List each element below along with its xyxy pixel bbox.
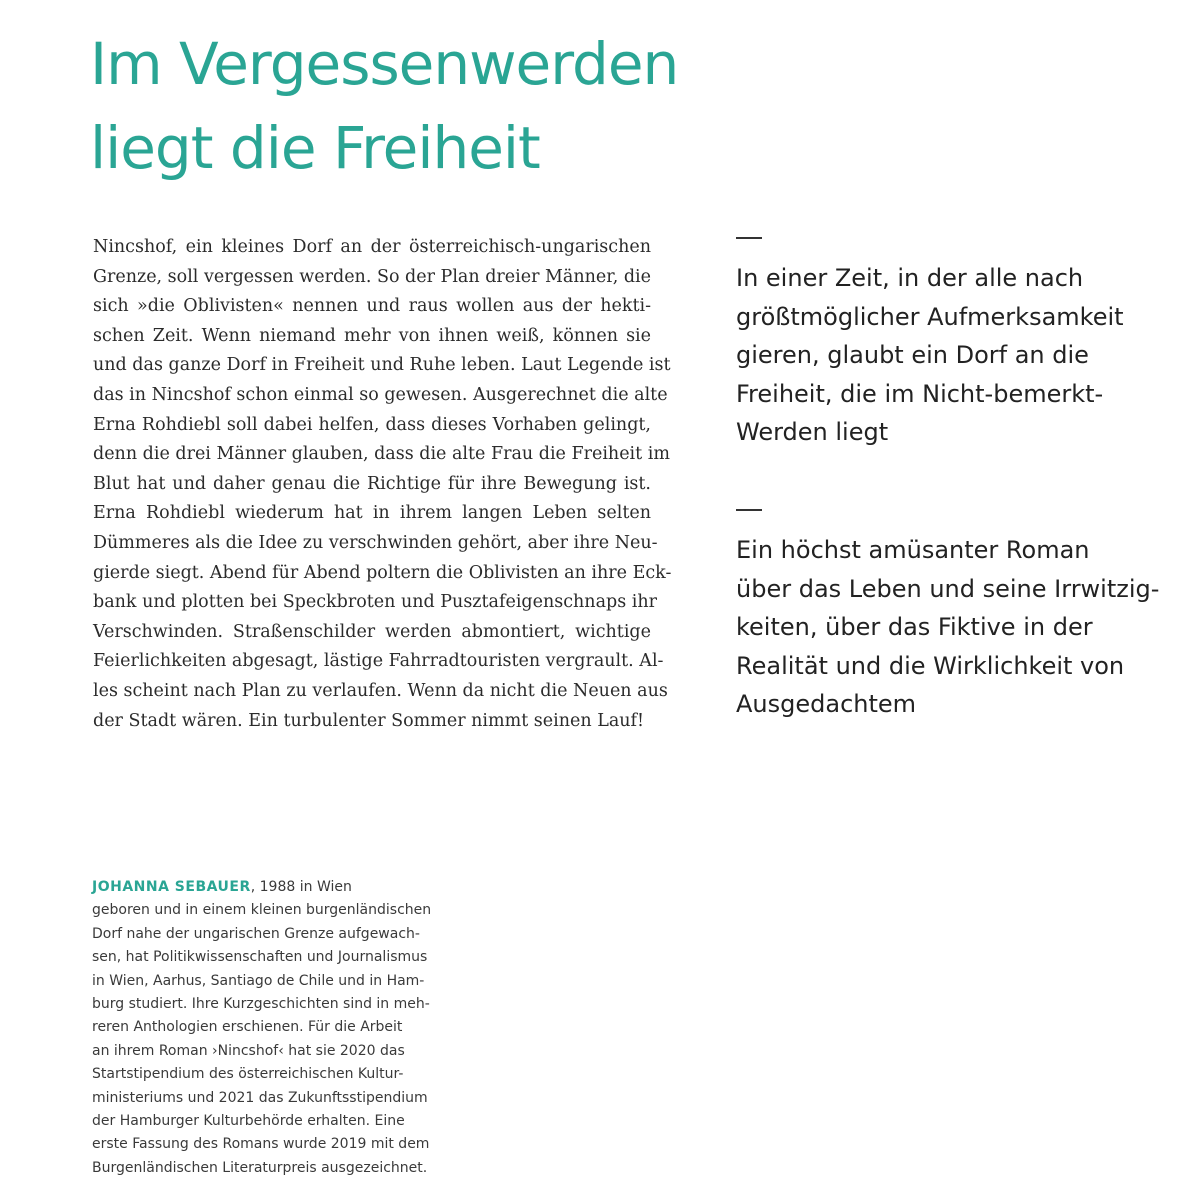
quote-line: keiten, über das Fiktive in der [736, 613, 1093, 641]
bio-line: burg studiert. Ihre Kurzgeschichten sind in meh- [92, 996, 430, 1013]
page-title [90, 22, 678, 190]
author-name: JOHANNA SEBAUER [92, 879, 251, 895]
synopsis-line: das in Nincshof schon einmal so gewesen. Ausgerechnet die alte [93, 384, 668, 405]
synopsis-line: denn die drei Männer glauben, dass die alte Frau die Freiheit im [93, 444, 670, 465]
bio-line: Startstipendium des österreichischen Kultur- [92, 1066, 404, 1083]
quote-line: Ausgedachtem [736, 690, 917, 718]
synopsis-line: Erna Rohdiebl soll dabei helfen, dass dieses Vorhaben gelingt, [93, 414, 651, 435]
synopsis-line: Verschwinden. Straßenschilder werden abmontiert, wichtige [93, 621, 651, 642]
pull-quote-2 [736, 509, 1159, 724]
author-bio [92, 876, 452, 1180]
title-line-1: Im Vergessenwerden [90, 30, 679, 98]
synopsis-text [93, 233, 672, 736]
bio-line: Dorf nahe der ungarischen Grenze aufgewach- [92, 925, 420, 942]
quote-dash-divider [736, 237, 762, 239]
synopsis-line: Blut hat und daher genau die Richtige für ihre Bewegung ist. [93, 473, 651, 494]
synopsis-line: und das ganze Dorf in Freiheit und Ruhe leben. Laut Legende ist [93, 355, 671, 376]
synopsis-line: Nincshof, ein kleines Dorf an der österreichisch-ungarischen [93, 237, 651, 257]
bio-line: an ihrem Roman ›Nincshof‹ hat sie 2020 das [92, 1042, 405, 1059]
synopsis-line: Grenze, soll vergessen werden. So der Plan dreier Männer, die [93, 266, 651, 287]
quote-line: Freiheit, die im Nicht-bemerkt- [736, 379, 1104, 408]
synopsis-line: gierde siegt. Abend für Abend poltern die Oblivisten an ihre Eck- [93, 562, 672, 583]
synopsis-line: bank und plotten bei Speckbroten und Pusztafeigenschnaps ihr [93, 592, 657, 613]
bio-line: ministeriums und 2021 das Zukunftsstipendium [92, 1089, 428, 1106]
quote-line: Werden liegt [736, 418, 889, 446]
quote-line: gieren, glaubt ein Dorf an die [736, 341, 1089, 369]
quote-line: über das Leben und seine Irrwitzig- [736, 574, 1160, 603]
quote-line: Realität und die Wirklichkeit von [736, 651, 1125, 680]
bio-line: reren Anthologien erschienen. Für die Arbeit [92, 1019, 403, 1036]
bio-line: erste Fassung des Romans wurde 2019 mit dem [92, 1136, 430, 1153]
bio-line: geboren und in einem kleinen burgenländischen [92, 902, 432, 919]
pull-quote-1 [736, 237, 1124, 452]
bio-first-line [92, 876, 452, 899]
synopsis-line: Dümmeres als die Idee zu verschwinden gehört, aber ihre Neu- [93, 532, 658, 553]
bio-line: der Hamburger Kulturbehörde erhalten. Eine [92, 1113, 405, 1130]
quote-line: größtmöglicher Aufmerksamkeit [736, 302, 1124, 331]
synopsis-line: Erna Rohdiebl wiederum hat in ihrem langen Leben selten [93, 503, 651, 524]
synopsis-line: les scheint nach Plan zu verlaufen. Wenn da nicht die Neuen aus [93, 680, 668, 701]
title-line-2: liegt die Freiheit [90, 114, 540, 182]
bio-first-line-rest: , 1988 in Wien [250, 879, 352, 895]
synopsis-line: der Stadt wären. Ein turbulenter Sommer nimmt seinen Lauf! [93, 710, 645, 731]
quote-line: Ein höchst amüsanter Roman [736, 536, 1090, 564]
synopsis-line: schen Zeit. Wenn niemand mehr von ihnen weiß, können sie [93, 325, 651, 346]
bio-line: Burgenländischen Literaturpreis ausgezeichnet. [92, 1159, 428, 1176]
quote-line: In einer Zeit, in der alle nach [736, 264, 1084, 292]
synopsis-line: sich »die Oblivisten« nennen und raus wollen aus der hekti- [93, 296, 651, 317]
bio-line: sen, hat Politikwissenschaften und Journalismus [92, 949, 428, 966]
synopsis-line: Feierlichkeiten abgesagt, lästige Fahrradtouristen vergrault. Al- [93, 651, 664, 672]
quote-dash-divider [736, 509, 762, 511]
bio-line: in Wien, Aarhus, Santiago de Chile und in Ham- [92, 972, 425, 989]
